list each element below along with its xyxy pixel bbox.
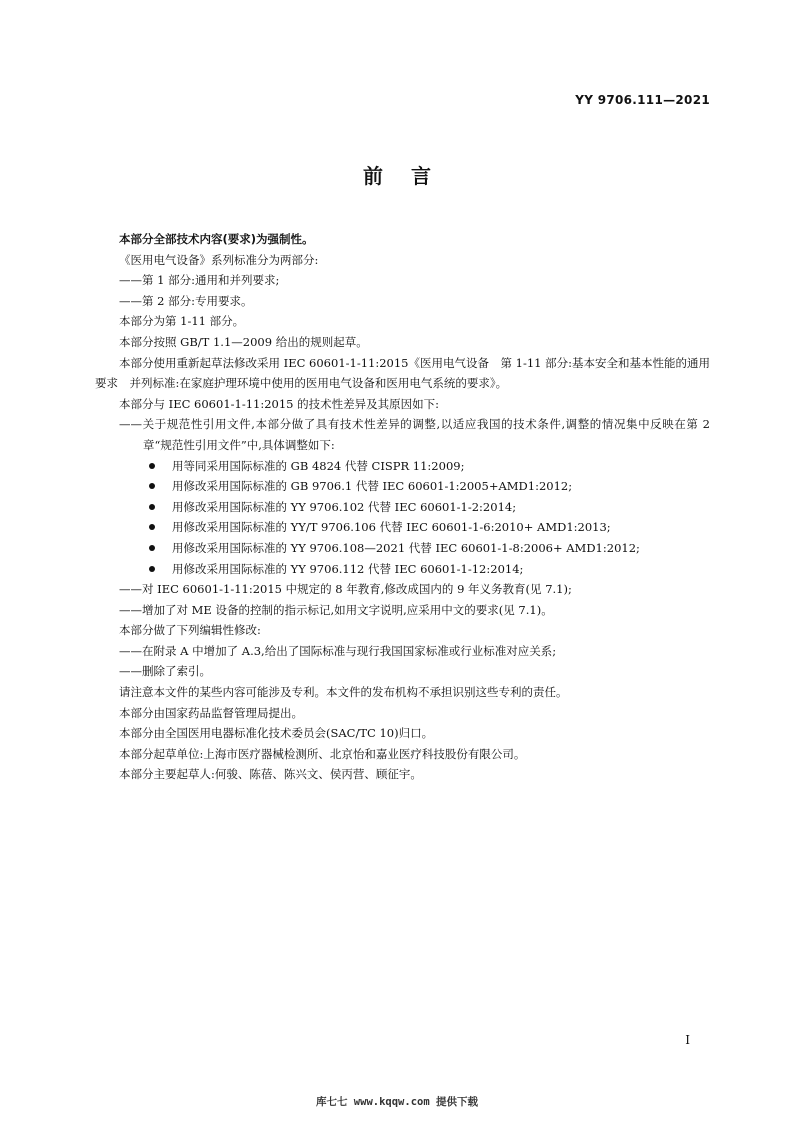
bullet-dot-icon bbox=[149, 463, 155, 469]
bullet-text: 用修改采用国际标准的 YY 9706.112 代替 IEC 60601-1-12:2014; bbox=[172, 561, 524, 576]
dash-list-item: ——第 1 部分:通用和并列要求; bbox=[119, 273, 280, 288]
paragraph: 本部分做了下列编辑性修改: bbox=[119, 623, 261, 638]
bold-paragraph: 本部分全部技术内容(要求)为强制性。 bbox=[119, 232, 314, 246]
dash-list-item: ——增加了对 ME 设备的控制的指示标记,如用文字说明,应采用中文的要求(见 7.1)。 bbox=[119, 602, 553, 617]
paragraph: 本部分使用重新起草法修改采用 IEC 60601-1-11:2015《医用电气设备 第 1-11 部分:基本安全和基本性能的通用要求 并列标准:在家庭护理环境中使用的医用电气设备和医用电气系统的要求》。 bbox=[95, 355, 711, 391]
bullet-text: 用修改采用国际标准的 GB 9706.1 代替 IEC 60601-1:2005+AMD1:2012; bbox=[172, 479, 573, 494]
paragraph: 《医用电气设备》系列标准分为两部分: bbox=[119, 252, 319, 267]
bullet-text: 用修改采用国际标准的 YY 9706.102 代替 IEC 60601-1-2:2014; bbox=[172, 499, 517, 514]
bullet-dot-icon bbox=[149, 545, 155, 551]
paragraph: 请注意本文件的某些内容可能涉及专利。本文件的发布机构不承担识别这些专利的责任。 bbox=[119, 685, 568, 700]
bullet-dot-icon bbox=[149, 566, 155, 572]
bullet-item bbox=[95, 476, 710, 497]
dash-list-item: ——第 2 部分:专用要求。 bbox=[119, 293, 253, 308]
dash-list-item: ——对 IEC 60601-1-11:2015 中规定的 8 年教育,修改成国内的 9 年义务教育(见 7.1); bbox=[119, 582, 572, 597]
paragraph: 本部分起草单位:上海市医疗器械检测所、北京怡和嘉业医疗科技股份有限公司。 bbox=[119, 746, 526, 761]
paragraph: 本部分按照 GB/T 1.1—2009 给出的规则起草。 bbox=[119, 334, 368, 349]
bullet-dot-icon bbox=[149, 504, 155, 510]
bullet-item bbox=[95, 456, 710, 477]
paragraph: 本部分由国家药品监督管理局提出。 bbox=[119, 705, 303, 720]
paragraph: 本部分主要起草人:何骏、陈蓓、陈兴文、侯丙营、顾征宇。 bbox=[119, 767, 422, 782]
dash-list-item: ——删除了索引。 bbox=[119, 664, 211, 679]
bullet-item bbox=[95, 497, 710, 518]
bullet-dot-icon bbox=[149, 483, 155, 489]
page-number: I bbox=[685, 1033, 690, 1047]
bullet-text: 用修改采用国际标准的 YY 9706.108—2021 代替 IEC 60601-1-8:2006+ AMD1:2012; bbox=[172, 540, 640, 555]
page-title: 前言 bbox=[363, 164, 459, 188]
bullet-text: 用等同采用国际标准的 GB 4824 代替 CISPR 11:2009; bbox=[172, 458, 465, 473]
paragraph: 本部分为第 1-11 部分。 bbox=[119, 314, 245, 329]
dash-list-item: ——在附录 A 中增加了 A.3,给出了国际标准与现行我国国家标准或行业标准对应关系; bbox=[119, 643, 557, 658]
paragraph: 本部分与 IEC 60601-1-11:2015 的技术性差异及其原因如下: bbox=[119, 396, 440, 411]
paragraph: 本部分由全国医用电器标准化技术委员会(SAC/TC 10)归口。 bbox=[119, 726, 434, 741]
footer-watermark: 库七七 www.kqqw.com 提供下载 bbox=[315, 1096, 478, 1108]
document-body bbox=[95, 229, 710, 785]
standard-code: YY 9706.111—2021 bbox=[575, 93, 710, 107]
bullet-text: 用修改采用国际标准的 YY/T 9706.106 代替 IEC 60601-1-6:2010+ AMD1:2013; bbox=[172, 520, 611, 535]
bullet-item bbox=[95, 559, 710, 580]
dash-list-item: ——关于规范性引用文件,本部分做了具有技术性差异的调整,以适应我国的技术条件,调整的情况集中反映在第 2 章“规范性引用文件”中,具体调整如下: bbox=[119, 417, 710, 452]
bullet-item bbox=[95, 517, 710, 538]
bullet-dot-icon bbox=[149, 524, 155, 530]
bullet-item bbox=[95, 538, 710, 559]
